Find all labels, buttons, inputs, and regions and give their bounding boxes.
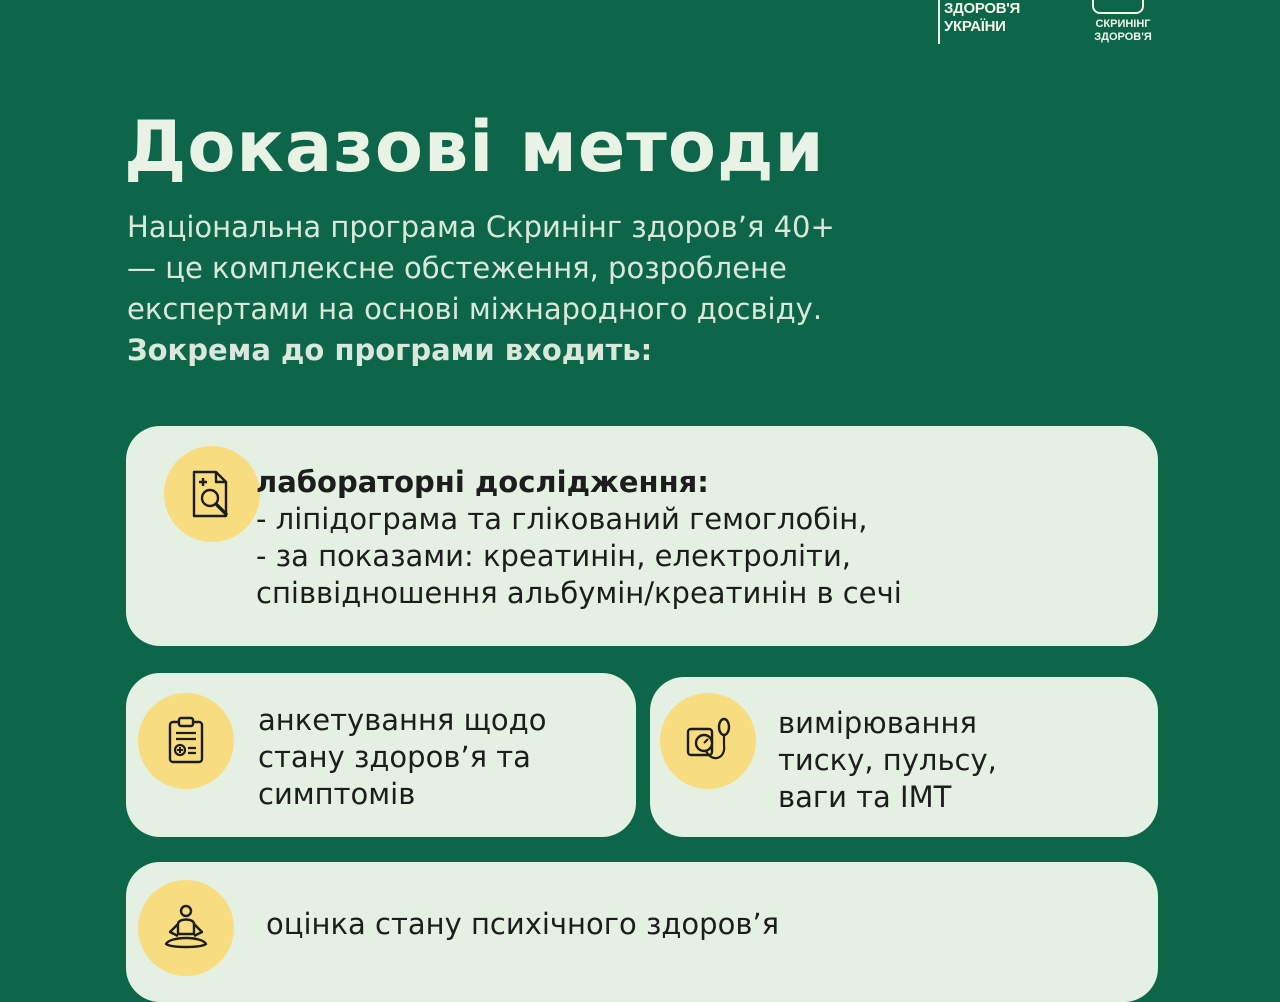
mental-health-card — [126, 862, 1158, 1002]
ministry-logo-line: ЗДОРОВ'Я — [944, 0, 1021, 17]
meditation-person-icon — [160, 902, 212, 954]
screening-logo — [1086, 0, 1166, 50]
intro-bold-line: Зокрема до програми входить: — [127, 333, 653, 367]
mental-health-card-text: оцінка стану психічного здоров’я — [266, 907, 780, 941]
measurement-badge — [660, 693, 756, 789]
screening-logo-line: ЗДОРОВ'Я — [1094, 31, 1152, 43]
lab-card-text — [256, 464, 902, 612]
survey-card-text — [258, 702, 546, 813]
lab-card-line: - за показами: креатинін, електроліти, — [256, 539, 852, 573]
survey-card-line: симптомів — [258, 777, 416, 811]
page-title: Доказові методи — [124, 106, 825, 188]
lab-document-magnifier-icon — [186, 468, 238, 520]
survey-card-line: стану здоров’я та — [258, 740, 531, 774]
measurement-card-text — [778, 705, 997, 816]
intro-line: — це комплексне обстеження, розроблене — [127, 251, 787, 285]
lab-tests-card — [126, 426, 1158, 646]
survey-card-line: анкетування щодо — [258, 703, 547, 737]
ministry-logo-line: УКРАЇНИ — [944, 18, 1006, 35]
measurement-card-line: ваги та ІМТ — [778, 780, 952, 814]
measurement-card-line: вимірювання — [778, 706, 977, 740]
lab-card-line: - ліпідограма та глікований гемоглобін, — [256, 502, 868, 536]
screening-logo-frame-icon — [1092, 0, 1144, 14]
intro-paragraph — [127, 207, 1047, 371]
lab-card-line: співвідношення альбумін/креатинін в сечі — [256, 576, 902, 610]
intro-line: експертами на основі міжнародного досвіду. — [127, 292, 823, 326]
intro-line: Національна програма Скринінг здоров’я 40+ — [127, 210, 835, 244]
header-logos — [860, 0, 1280, 60]
lab-card-heading: лабораторні дослідження: — [256, 465, 709, 499]
measurement-card — [650, 677, 1158, 837]
blood-pressure-monitor-icon — [682, 715, 734, 767]
ministry-logo — [938, 0, 1020, 44]
mental-health-badge — [138, 880, 234, 976]
clipboard-medical-icon — [160, 715, 212, 767]
lab-badge — [164, 446, 260, 542]
survey-badge — [138, 693, 234, 789]
measurement-card-line: тиску, пульсу, — [778, 743, 997, 777]
screening-logo-line: СКРИНІНГ — [1095, 18, 1151, 30]
survey-card — [126, 673, 636, 837]
